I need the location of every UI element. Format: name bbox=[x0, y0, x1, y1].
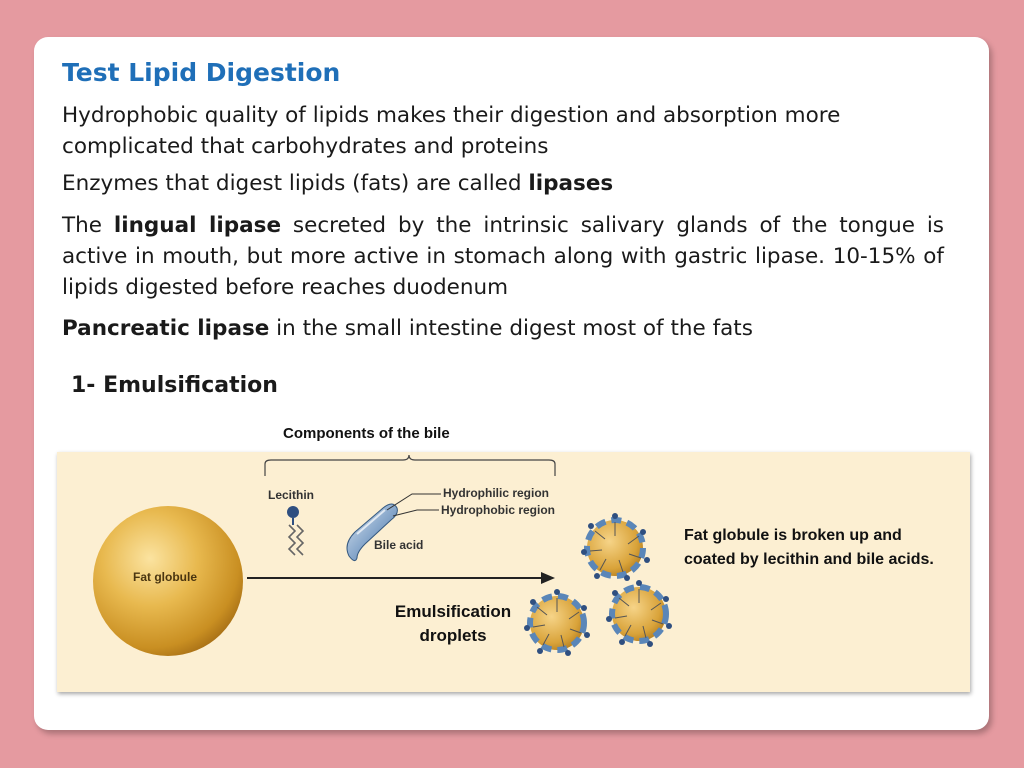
lecithin-label: Lecithin bbox=[268, 488, 315, 502]
droplet-2 bbox=[524, 589, 590, 656]
components-label: Components of the bile bbox=[283, 425, 450, 442]
process-arrow-head bbox=[541, 572, 555, 584]
paragraph-lipases bbox=[62, 168, 944, 199]
figure-description: Fat globule is broken up and coated by lecithin and bile acids. bbox=[684, 527, 934, 568]
lecithin-molecule bbox=[287, 506, 303, 555]
lingual-lipase-term: lingual lipase bbox=[113, 213, 282, 238]
bile-acid-molecule bbox=[347, 504, 397, 561]
hydrophilic-label: Hydrophilic region bbox=[443, 486, 550, 500]
lipases-term: lipases bbox=[528, 171, 614, 196]
fat-globule-label: Fat globule bbox=[133, 570, 197, 584]
paragraph-hydrophobic: Hydrophobic quality of lipids makes their digestion and absorption more complicated that carbohydrates and proteins bbox=[62, 103, 841, 159]
slide-title: Test Lipid Digestion bbox=[62, 58, 341, 87]
droplets-label: Emulsification droplets bbox=[394, 602, 512, 645]
pancreatic-lipase-term: Pancreatic lipase bbox=[62, 316, 270, 341]
droplet-3 bbox=[606, 580, 672, 647]
paragraph-lingual-post: secreted by the intrinsic salivary glands of the tongue is active in mouth, but more active in stomach along with gastric lipase. 10-15% of lipids digested before reaches duodenum bbox=[62, 213, 945, 300]
hydrophobic-label: Hydrophobic region bbox=[441, 503, 555, 517]
droplet-1 bbox=[581, 513, 650, 581]
bile-acid-label: Bile acid bbox=[374, 538, 424, 552]
hydrophobic-leader bbox=[393, 510, 439, 516]
paragraph-lipases-text: Enzymes that digest lipids (fats) are called bbox=[62, 171, 529, 196]
paragraph-pancreatic-lipase bbox=[62, 313, 944, 344]
paragraph-lingual-lipase bbox=[62, 210, 944, 303]
paragraph-lingual-pre: The bbox=[62, 213, 114, 238]
paragraph-pancreatic-post: in the small intestine digest most of the fats bbox=[269, 316, 753, 341]
components-bracket bbox=[265, 455, 555, 476]
section-heading: 1- Emulsification bbox=[71, 373, 278, 398]
